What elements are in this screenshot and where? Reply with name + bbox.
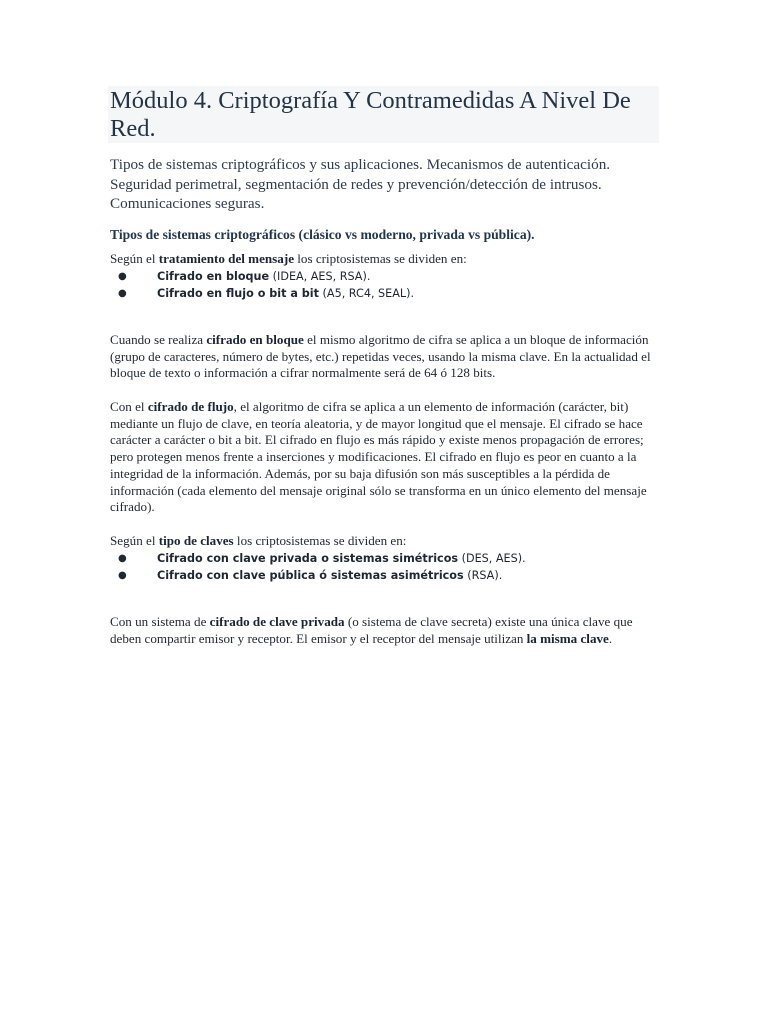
- list-item-tail: (IDEA, AES, RSA).: [269, 270, 371, 283]
- paragraph-bold: cifrado de flujo: [147, 399, 234, 414]
- list-item-main: Cifrado en bloque: [157, 270, 270, 283]
- paragraph-tipo-claves: [110, 533, 660, 550]
- paragraph-text: Cuando se realiza: [110, 332, 207, 347]
- paragraph-bold: tratamiento del mensaje: [158, 251, 295, 266]
- paragraph-text: Según el: [110, 251, 159, 266]
- paragraph-cifrado-bloque: [110, 332, 660, 382]
- paragraph-tratamiento: [110, 251, 660, 268]
- paragraph-text: los criptosistemas se dividen en:: [233, 533, 407, 548]
- paragraph-text: .: [608, 630, 613, 646]
- list-item: [110, 268, 660, 285]
- paragraph-text: el mismo algoritmo de cifra se aplica a un bloque de información (grupo de caracteres, número de bytes, etc.) repetidas veces, usando la misma clave. En la actualidad el bloque de texto o información a cifrar normalmente será de 64 ó 128 bits.: [110, 332, 651, 381]
- list-item: [110, 550, 660, 567]
- bullet-icon: ●: [118, 553, 127, 564]
- section-heading: Tipos de sistemas criptográficos (clásico vs moderno, privada vs pública).: [110, 227, 535, 242]
- bullet-icon: ●: [118, 570, 127, 581]
- page-title: Módulo 4. Criptografía Y Contramedidas A Nivel De Red.: [110, 87, 631, 142]
- list-item-main: Cifrado con clave pública ó sistemas asimétricos: [157, 569, 464, 582]
- list-item-tail: (RSA).: [463, 569, 503, 582]
- paragraph-text: los criptosistemas se dividen en:: [294, 251, 467, 266]
- list-item: [110, 285, 660, 302]
- bullet-icon: ●: [118, 271, 127, 282]
- paragraph-text: Con el: [110, 399, 148, 414]
- paragraph-bold: cifrado de clave privada: [209, 614, 345, 629]
- paragraph-text: Según el: [110, 533, 159, 548]
- paragraph-text: Con un sistema de: [110, 614, 210, 629]
- paragraph-text: , el algoritmo de cifra se aplica a un elemento de información (carácter, bit) mediante un flujo de clave, en teoría aleatoria, y de mayor longitud que el mensaje. El cifrado se hace carácter a carácter o bit a bit. El cifrado en flujo es más rápido y existe menos propagación de errores; pero protegen menos frente a inserciones y modificaciones. El cifrado en flujo es peor en cuanto a la integridad de la información. Además, por su baja difusión son más susceptibles a la pérdida de información (cada elemento del mensaje original sólo se transforma en un único elemento del mensaje cifrado).: [110, 399, 647, 515]
- list-item-tail: (A5, RC4, SEAL).: [319, 287, 415, 300]
- bullet-list-claves: [110, 550, 660, 584]
- paragraph-clave-privada: [110, 614, 660, 647]
- module-subtitle: Tipos de sistemas criptográficos y sus aplicaciones. Mecanismos de autenticación. Seguridad perimetral, segmentación de redes y prevención/detección de intrusos. Comunicaciones seguras.: [110, 156, 611, 212]
- paragraph-bold: tipo de claves: [158, 533, 234, 548]
- list-item-main: Cifrado con clave privada o sistemas simétricos: [157, 552, 459, 565]
- list-item-main: Cifrado en flujo o bit a bit: [157, 287, 319, 300]
- list-item-tail: (DES, AES).: [458, 552, 526, 565]
- paragraph-bold: la misma clave: [526, 630, 609, 646]
- bullet-icon: ●: [118, 288, 127, 299]
- bullet-list-tratamiento: [110, 268, 660, 302]
- paragraph-bold: cifrado en bloque: [206, 332, 304, 347]
- paragraph-cifrado-flujo: [110, 399, 660, 516]
- paragraph-text: (o sistema de clave secreta) existe una única clave que deben compartir emisor y receptor. El emisor y el receptor del mensaje utilizan: [110, 614, 633, 646]
- list-item: [110, 567, 660, 584]
